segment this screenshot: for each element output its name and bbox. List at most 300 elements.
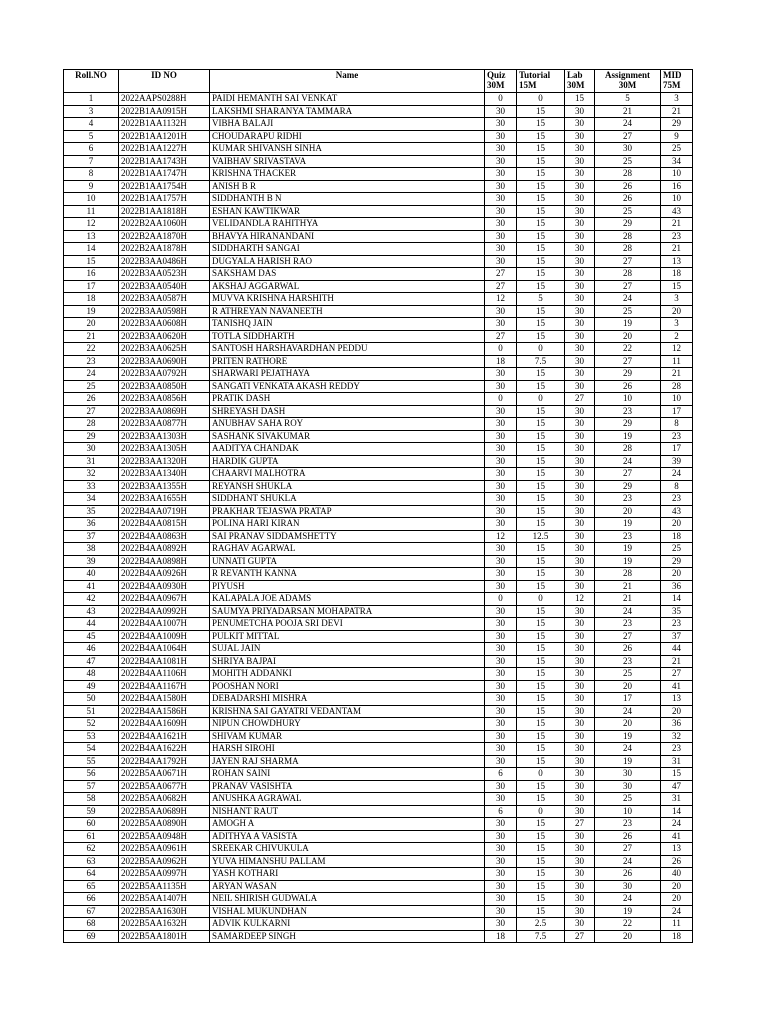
tutorial-cell: 15 [517, 168, 565, 181]
roll-no-cell: 62 [64, 843, 119, 856]
table-row [64, 193, 693, 206]
roll-no-cell: 25 [64, 380, 119, 393]
id-no-cell: 2022B1AA1132H [119, 118, 210, 131]
roll-no-cell: 28 [64, 418, 119, 431]
table-row [64, 480, 693, 493]
id-no-cell: 2022B3AA0620H [119, 330, 210, 343]
name-cell: NISHANT RAUT [210, 805, 485, 818]
assignment-cell: 17 [595, 693, 661, 706]
name-cell: VISHAL MUKUNDHAN [210, 905, 485, 918]
quiz-cell: 6 [485, 768, 517, 781]
assignment-cell: 28 [595, 443, 661, 456]
id-no-cell: 2022B5AA0682H [119, 793, 210, 806]
quiz-cell: 30 [485, 743, 517, 756]
assignment-cell: 10 [595, 393, 661, 406]
tutorial-cell: 0 [517, 393, 565, 406]
tutorial-cell: 15 [517, 543, 565, 556]
id-no-cell: 2022B4AA1106H [119, 668, 210, 681]
table-row [64, 655, 693, 668]
mid-cell: 27 [661, 668, 693, 681]
table-row [64, 705, 693, 718]
quiz-cell: 30 [485, 380, 517, 393]
roll-no-cell: 20 [64, 318, 119, 331]
lab-cell: 30 [565, 180, 595, 193]
quiz-cell: 27 [485, 268, 517, 281]
assignment-cell: 25 [595, 305, 661, 318]
tutorial-cell: 15 [517, 605, 565, 618]
mid-cell: 2 [661, 330, 693, 343]
assignment-cell: 29 [595, 418, 661, 431]
tutorial-cell: 15 [517, 268, 565, 281]
name-cell: SUJAL JAIN [210, 643, 485, 656]
name-cell: PAIDI HEMANTH SAI VENKAT [210, 93, 485, 106]
tutorial-cell: 0 [517, 768, 565, 781]
lab-cell: 30 [565, 705, 595, 718]
mid-cell: 32 [661, 730, 693, 743]
lab-cell: 30 [565, 918, 595, 931]
lab-cell: 30 [565, 330, 595, 343]
lab-cell: 30 [565, 430, 595, 443]
name-cell: PULKIT MITTAL [210, 630, 485, 643]
roll-no-cell: 45 [64, 630, 119, 643]
roll-no-cell: 52 [64, 718, 119, 731]
tutorial-cell: 15 [517, 443, 565, 456]
assignment-cell: 23 [595, 405, 661, 418]
lab-cell: 30 [565, 755, 595, 768]
id-no-cell: 2022B4AA1609H [119, 718, 210, 731]
mid-cell: 10 [661, 393, 693, 406]
roll-no-cell: 9 [64, 180, 119, 193]
mid-cell: 13 [661, 693, 693, 706]
name-cell: MOHITH ADDANKI [210, 668, 485, 681]
mid-cell: 13 [661, 255, 693, 268]
mid-cell: 43 [661, 205, 693, 218]
name-cell: RAGHAV AGARWAL [210, 543, 485, 556]
mid-cell: 28 [661, 380, 693, 393]
quiz-cell: 30 [485, 880, 517, 893]
mid-cell: 40 [661, 868, 693, 881]
mid-cell: 18 [661, 930, 693, 943]
assignment-cell: 19 [595, 318, 661, 331]
roll-no-cell: 17 [64, 280, 119, 293]
tutorial-cell: 15 [517, 305, 565, 318]
roll-no-cell: 8 [64, 168, 119, 181]
lab-cell: 30 [565, 380, 595, 393]
name-cell: ROHAN SAINI [210, 768, 485, 781]
name-cell: VAIBHAV SRIVASTAVA [210, 155, 485, 168]
assignment-cell: 22 [595, 918, 661, 931]
id-no-cell: 2022B5AA0689H [119, 805, 210, 818]
lab-cell: 30 [565, 680, 595, 693]
tutorial-cell: 15 [517, 418, 565, 431]
id-no-cell: 2022B5AA1801H [119, 930, 210, 943]
roll-no-cell: 61 [64, 830, 119, 843]
tutorial-cell: 15 [517, 843, 565, 856]
quiz-cell: 30 [485, 205, 517, 218]
quiz-cell: 0 [485, 343, 517, 356]
roll-no-cell: 3 [64, 105, 119, 118]
tutorial-cell: 15 [517, 580, 565, 593]
table-row [64, 143, 693, 156]
quiz-cell: 30 [485, 443, 517, 456]
lab-cell: 30 [565, 418, 595, 431]
tutorial-cell: 15 [517, 368, 565, 381]
tutorial-cell: 0 [517, 593, 565, 606]
table-row [64, 643, 693, 656]
id-no-cell: 2022B1AA1747H [119, 168, 210, 181]
name-cell: HARSH SIROHI [210, 743, 485, 756]
tutorial-cell: 15 [517, 318, 565, 331]
assignment-cell: 24 [595, 855, 661, 868]
mid-cell: 29 [661, 555, 693, 568]
id-no-cell: 2022B3AA1655H [119, 493, 210, 506]
name-cell: SREEKAR CHIVUKULA [210, 843, 485, 856]
tutorial-cell: 0 [517, 343, 565, 356]
assignment-cell: 30 [595, 780, 661, 793]
tutorial-cell: 15 [517, 143, 565, 156]
table-row [64, 493, 693, 506]
tutorial-cell: 15 [517, 180, 565, 193]
tutorial-cell: 15 [517, 380, 565, 393]
mid-cell: 44 [661, 643, 693, 656]
mid-cell: 11 [661, 355, 693, 368]
id-no-cell: 2022B4AA1064H [119, 643, 210, 656]
table-row [64, 780, 693, 793]
assignment-cell: 25 [595, 668, 661, 681]
quiz-cell: 30 [485, 155, 517, 168]
mid-cell: 20 [661, 568, 693, 581]
mid-cell: 20 [661, 518, 693, 531]
tutorial-cell: 15 [517, 905, 565, 918]
mid-cell: 41 [661, 680, 693, 693]
name-cell: PIYUSH [210, 580, 485, 593]
roll-no-cell: 36 [64, 518, 119, 531]
tutorial-cell: 15 [517, 718, 565, 731]
assignment-cell: 19 [595, 518, 661, 531]
name-cell: ANISH B R [210, 180, 485, 193]
table-row [64, 393, 693, 406]
roll-no-cell: 40 [64, 568, 119, 581]
mid-cell: 21 [661, 218, 693, 231]
lab-cell: 30 [565, 343, 595, 356]
roll-no-cell: 69 [64, 930, 119, 943]
quiz-cell: 30 [485, 543, 517, 556]
roll-no-cell: 13 [64, 230, 119, 243]
lab-cell: 30 [565, 805, 595, 818]
id-no-cell: 2022B4AA1009H [119, 630, 210, 643]
id-no-cell: 2022B4AA1167H [119, 680, 210, 693]
assignment-cell: 20 [595, 680, 661, 693]
roll-no-cell: 67 [64, 905, 119, 918]
name-cell: MUVVA KRISHNA HARSHITH [210, 293, 485, 306]
table-row [64, 730, 693, 743]
name-cell: VIBHA BALAJI [210, 118, 485, 131]
id-no-cell: 2022B4AA1007H [119, 618, 210, 631]
table-row [64, 468, 693, 481]
roll-no-cell: 30 [64, 443, 119, 456]
table-row [64, 918, 693, 931]
mid-cell: 21 [661, 105, 693, 118]
name-cell: SHREYASH DASH [210, 405, 485, 418]
lab-cell: 30 [565, 205, 595, 218]
lab-cell: 30 [565, 730, 595, 743]
mid-cell: 12 [661, 343, 693, 356]
table-row [64, 693, 693, 706]
quiz-cell: 30 [485, 818, 517, 831]
name-cell: SASHANK SIVAKUMAR [210, 430, 485, 443]
tutorial-cell: 15 [517, 818, 565, 831]
assignment-cell: 10 [595, 805, 661, 818]
roll-no-cell: 37 [64, 530, 119, 543]
tutorial-cell: 15 [517, 555, 565, 568]
table-row [64, 580, 693, 593]
lab-cell: 30 [565, 468, 595, 481]
mid-cell: 24 [661, 468, 693, 481]
id-no-cell: 2022B5AA1407H [119, 893, 210, 906]
quiz-cell: 30 [485, 605, 517, 618]
roll-no-cell: 1 [64, 93, 119, 106]
name-cell: NIPUN CHOWDHURY [210, 718, 485, 731]
assignment-cell: 19 [595, 730, 661, 743]
lab-cell: 30 [565, 855, 595, 868]
quiz-cell: 27 [485, 330, 517, 343]
quiz-cell: 30 [485, 893, 517, 906]
mid-cell: 47 [661, 780, 693, 793]
name-cell: ADVIK KULKARNI [210, 918, 485, 931]
lab-cell: 30 [565, 780, 595, 793]
name-cell: KUMAR SHIVANSH SINHA [210, 143, 485, 156]
name-cell: POOSHAN NORI [210, 680, 485, 693]
mid-cell: 18 [661, 530, 693, 543]
id-no-cell: 2022B4AA0898H [119, 555, 210, 568]
roll-no-cell: 53 [64, 730, 119, 743]
table-row [64, 593, 693, 606]
lab-cell: 30 [565, 530, 595, 543]
tutorial-cell: 15 [517, 480, 565, 493]
name-cell: LAKSHMI SHARANYA TAMMARA [210, 105, 485, 118]
table-row [64, 405, 693, 418]
roll-no-cell: 33 [64, 480, 119, 493]
id-no-cell: 2022B4AA1586H [119, 705, 210, 718]
table-row [64, 330, 693, 343]
quiz-cell: 30 [485, 230, 517, 243]
id-no-cell: 2022B5AA1632H [119, 918, 210, 931]
name-cell: SAUMYA PRIYADARSAN MOHAPATRA [210, 605, 485, 618]
assignment-cell: 27 [595, 630, 661, 643]
name-cell: R ATHREYAN NAVANEETH [210, 305, 485, 318]
table-row [64, 868, 693, 881]
mid-cell: 10 [661, 193, 693, 206]
mid-cell: 23 [661, 230, 693, 243]
name-cell: PRANAV VASISHTA [210, 780, 485, 793]
tutorial-cell: 15 [517, 793, 565, 806]
mid-cell: 3 [661, 318, 693, 331]
tutorial-cell: 15 [517, 155, 565, 168]
table-row [64, 530, 693, 543]
id-no-cell: 2022B3AA0690H [119, 355, 210, 368]
mid-cell: 18 [661, 268, 693, 281]
id-no-cell: 2022B5AA1630H [119, 905, 210, 918]
assignment-cell: 27 [595, 468, 661, 481]
name-cell: ANUBHAV SAHA ROY [210, 418, 485, 431]
quiz-cell: 6 [485, 805, 517, 818]
roll-no-cell: 41 [64, 580, 119, 593]
name-cell: SANGATI VENKATA AKASH REDDY [210, 380, 485, 393]
id-no-cell: 2022B1AA1201H [119, 130, 210, 143]
mid-cell: 43 [661, 505, 693, 518]
quiz-cell: 18 [485, 930, 517, 943]
assignment-cell: 20 [595, 930, 661, 943]
quiz-cell: 30 [485, 830, 517, 843]
tutorial-cell: 15 [517, 855, 565, 868]
quiz-cell: 30 [485, 843, 517, 856]
roll-no-cell: 21 [64, 330, 119, 343]
name-cell: HARDIK GUPTA [210, 455, 485, 468]
id-no-cell: 2022B4AA1081H [119, 655, 210, 668]
tutorial-cell: 15 [517, 455, 565, 468]
lab-cell: 30 [565, 130, 595, 143]
lab-cell: 30 [565, 893, 595, 906]
table-row [64, 443, 693, 456]
mid-cell: 9 [661, 130, 693, 143]
id-no-cell: 2022B3AA0608H [119, 318, 210, 331]
lab-cell: 30 [565, 105, 595, 118]
id-no-cell: 2022B5AA0962H [119, 855, 210, 868]
assignment-cell: 28 [595, 568, 661, 581]
lab-cell: 30 [565, 255, 595, 268]
table-row [64, 255, 693, 268]
roll-no-cell: 22 [64, 343, 119, 356]
assignment-cell: 24 [595, 743, 661, 756]
mid-cell: 14 [661, 593, 693, 606]
name-cell: PRITEN RATHORE [210, 355, 485, 368]
table-body [64, 93, 693, 943]
mid-cell: 39 [661, 455, 693, 468]
table-row [64, 430, 693, 443]
mid-cell: 16 [661, 180, 693, 193]
name-cell: SHIVAM KUMAR [210, 730, 485, 743]
roll-no-cell: 55 [64, 755, 119, 768]
assignment-cell: 23 [595, 493, 661, 506]
lab-cell: 30 [565, 305, 595, 318]
tutorial-cell: 15 [517, 430, 565, 443]
lab-cell: 27 [565, 393, 595, 406]
id-no-cell: 2022B3AA0850H [119, 380, 210, 393]
mid-cell: 34 [661, 155, 693, 168]
roll-no-cell: 10 [64, 193, 119, 206]
quiz-cell: 30 [485, 105, 517, 118]
tutorial-cell: 15 [517, 243, 565, 256]
quiz-cell: 30 [485, 193, 517, 206]
quiz-cell: 0 [485, 93, 517, 106]
table-row [64, 743, 693, 756]
table-row [64, 805, 693, 818]
lab-cell: 30 [565, 668, 595, 681]
mid-cell: 21 [661, 655, 693, 668]
table-row [64, 543, 693, 556]
lab-cell: 30 [565, 618, 595, 631]
roll-no-cell: 47 [64, 655, 119, 668]
name-cell: DUGYALA HARISH RAO [210, 255, 485, 268]
mid-cell: 24 [661, 905, 693, 918]
lab-cell: 30 [565, 580, 595, 593]
table-row [64, 718, 693, 731]
lab-cell: 30 [565, 518, 595, 531]
table-row [64, 230, 693, 243]
lab-cell: 30 [565, 230, 595, 243]
tutorial-cell: 5 [517, 293, 565, 306]
assignment-cell: 23 [595, 818, 661, 831]
roll-no-cell: 51 [64, 705, 119, 718]
roll-no-cell: 5 [64, 130, 119, 143]
name-cell: JAYEN RAJ SHARMA [210, 755, 485, 768]
tutorial-cell: 15 [517, 568, 565, 581]
header-lab: Lab 30M [565, 70, 595, 93]
name-cell: KRISHNA SAI GAYATRI VEDANTAM [210, 705, 485, 718]
header-row [64, 70, 693, 93]
name-cell: YUVA HIMANSHU PALLAM [210, 855, 485, 868]
assignment-cell: 19 [595, 755, 661, 768]
roll-no-cell: 68 [64, 918, 119, 931]
id-no-cell: 2022B5AA0677H [119, 780, 210, 793]
table-row [64, 318, 693, 331]
id-no-cell: 2022B1AA1757H [119, 193, 210, 206]
tutorial-cell: 15 [517, 518, 565, 531]
roll-no-cell: 59 [64, 805, 119, 818]
mid-cell: 10 [661, 168, 693, 181]
quiz-cell: 12 [485, 530, 517, 543]
lab-cell: 30 [565, 193, 595, 206]
mid-cell: 8 [661, 418, 693, 431]
lab-cell: 30 [565, 168, 595, 181]
name-cell: SIDDHARTH SANGAI [210, 243, 485, 256]
quiz-cell: 30 [485, 305, 517, 318]
table-row [64, 180, 693, 193]
roll-no-cell: 35 [64, 505, 119, 518]
table-row [64, 105, 693, 118]
id-no-cell: 2022B3AA0625H [119, 343, 210, 356]
name-cell: SANTOSH HARSHAVARDHAN PEDDU [210, 343, 485, 356]
quiz-cell: 30 [485, 480, 517, 493]
assignment-cell: 19 [595, 430, 661, 443]
tutorial-cell: 15 [517, 330, 565, 343]
tutorial-cell: 15 [517, 830, 565, 843]
id-no-cell: 2022B3AA0587H [119, 293, 210, 306]
quiz-cell: 30 [485, 693, 517, 706]
header-id-no: ID NO [119, 70, 210, 93]
lab-cell: 30 [565, 355, 595, 368]
assignment-cell: 23 [595, 655, 661, 668]
quiz-cell: 30 [485, 643, 517, 656]
mid-cell: 3 [661, 93, 693, 106]
lab-cell: 30 [565, 693, 595, 706]
assignment-cell: 28 [595, 243, 661, 256]
assignment-cell: 19 [595, 555, 661, 568]
quiz-cell: 30 [485, 405, 517, 418]
tutorial-cell: 0 [517, 93, 565, 106]
assignment-cell: 21 [595, 105, 661, 118]
tutorial-cell: 15 [517, 118, 565, 131]
header-tutorial: Tutorial 15M [517, 70, 565, 93]
tutorial-cell: 15 [517, 280, 565, 293]
id-no-cell: 2022B3AA0792H [119, 368, 210, 381]
quiz-cell: 30 [485, 468, 517, 481]
assignment-cell: 27 [595, 843, 661, 856]
mid-cell: 21 [661, 243, 693, 256]
quiz-cell: 30 [485, 905, 517, 918]
id-no-cell: 2022B4AA0892H [119, 543, 210, 556]
lab-cell: 30 [565, 143, 595, 156]
